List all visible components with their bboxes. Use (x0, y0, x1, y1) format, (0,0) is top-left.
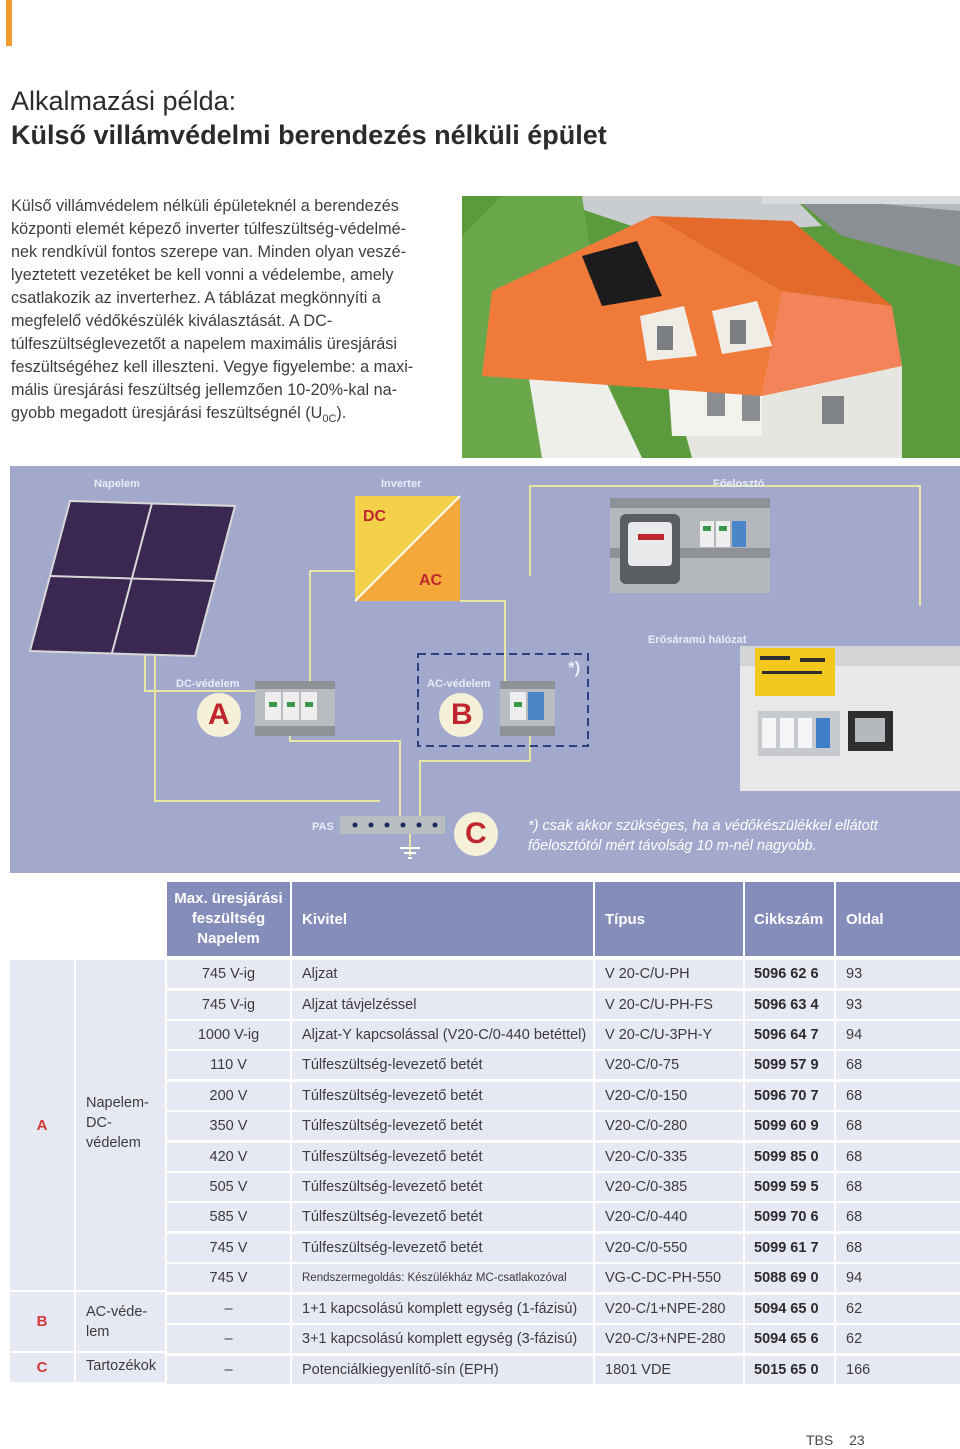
cell-kivitel: Túlfeszültség-levezető betét (292, 1234, 593, 1262)
group-name-c (76, 1353, 165, 1382)
group-letter-c: C (10, 1353, 74, 1382)
footnote-line: *) csak akkor szükséges, ha a védőkészülékkel ellátott (528, 818, 878, 834)
cell-kivitel: Túlfeszültség-levezető betét (292, 1173, 593, 1201)
cell-cikkszam: 5099 57 9 (745, 1051, 834, 1079)
page-title-prefix: Alkalmazási példa: (11, 86, 237, 116)
cell-tipus: V 20-C/U-PH-FS (595, 991, 743, 1019)
cell-tipus: V20-C/0-150 (595, 1082, 743, 1110)
cell-kivitel: Potenciálkiegyenlítő-sín (EPH) (292, 1356, 593, 1384)
cell-oldal: 68 (836, 1173, 960, 1201)
intro-end: ). (336, 404, 347, 422)
cell-kivitel: Túlfeszültség-levezető betét (292, 1112, 593, 1140)
cell-cikkszam: 5099 60 9 (745, 1112, 834, 1140)
letter-c: C (465, 817, 487, 850)
intro-line: gyobb megadott üresjárási feszültségnél (U (11, 404, 323, 422)
cell-oldal: 94 (836, 1021, 960, 1049)
cell-oldal: 68 (836, 1112, 960, 1140)
label-ac-vedelem: AC-védelem (427, 678, 491, 690)
cell-voltage: 350 V (167, 1112, 290, 1140)
cell-tipus: V20-C/0-75 (595, 1051, 743, 1079)
cell-kivitel: Túlfeszültség-levezető betét (292, 1082, 593, 1110)
footnote-line: főelosztótól mért távolság 10 m-nél nagyobb. (528, 838, 817, 854)
page-footer (806, 1432, 877, 1448)
header-voltage-line: feszültség (191, 910, 266, 927)
cell-kivitel: Aljzat-Y kapcsolással (V20-C/0-440 betéttel) (292, 1021, 593, 1049)
label-dc: DC (363, 508, 387, 525)
cell-tipus: V20-C/1+NPE-280 (595, 1295, 743, 1323)
cell-oldal: 94 (836, 1264, 960, 1292)
cell-kivitel: Rendszermegoldás: Készülékház MC-csatlakozóval (292, 1264, 593, 1292)
cell-cikkszam: 5099 70 6 (745, 1203, 834, 1231)
group-name-line: lem (86, 1324, 110, 1340)
group-letter-b: B (10, 1292, 74, 1351)
cell-cikkszam: 5096 63 4 (745, 991, 834, 1019)
cell-tipus: V20-C/0-550 (595, 1234, 743, 1262)
system-diagram (10, 466, 960, 873)
header-voltage-line: Max. üresjárási (174, 890, 283, 907)
cell-kivitel: 3+1 kapcsolású komplett egység (3-fázisú) (292, 1325, 593, 1353)
intro-line: megfelelő védőkészülék kiválasztását. A DC- (11, 312, 333, 330)
cell-oldal: 68 (836, 1203, 960, 1231)
header-oldal: Oldal (836, 882, 960, 956)
group-name-line: AC-véde- (86, 1304, 148, 1320)
cell-oldal: 166 (836, 1356, 960, 1384)
cell-cikkszam: 5099 59 5 (745, 1173, 834, 1201)
cell-oldal: 62 (836, 1295, 960, 1323)
cell-kivitel: Túlfeszültség-levezető betét (292, 1203, 593, 1231)
cell-tipus: V 20-C/U-PH (595, 960, 743, 988)
page-number: 23 (849, 1432, 865, 1448)
label-pas: PAS (312, 821, 334, 833)
label-inverter: Inverter (381, 478, 422, 490)
cell-voltage: 745 V-ig (167, 960, 290, 988)
label-napelem: Napelem (94, 478, 140, 490)
intro-paragraph (11, 195, 429, 431)
group-name-line: Tartozékok (86, 1358, 157, 1374)
group-name-line: védelem (86, 1135, 141, 1151)
cell-voltage: – (167, 1325, 290, 1353)
cell-cikkszam: 5096 70 7 (745, 1082, 834, 1110)
header-cikkszam: Cikkszám (745, 882, 834, 956)
cell-voltage: – (167, 1295, 290, 1323)
cell-voltage: 420 V (167, 1143, 290, 1171)
letter-b: B (451, 698, 473, 731)
cell-tipus: VG-C-DC-PH-550 (595, 1264, 743, 1292)
cell-tipus: V20-C/0-335 (595, 1143, 743, 1171)
cell-cikkszam: 5094 65 6 (745, 1325, 834, 1353)
cell-cikkszam: 5099 85 0 (745, 1143, 834, 1171)
header-kivitel: Kivitel (292, 882, 593, 956)
cell-tipus: 1801 VDE (595, 1356, 743, 1384)
label-erosaramu: Erősáramú hálózat (648, 634, 747, 646)
cell-oldal: 93 (836, 991, 960, 1019)
cell-voltage: 110 V (167, 1051, 290, 1079)
cell-cikkszam: 5094 65 0 (745, 1295, 834, 1323)
group-letter-a: A (10, 960, 74, 1290)
footer-brand: TBS (806, 1432, 834, 1448)
cell-voltage: – (167, 1356, 290, 1384)
label-foeloszto: Főelosztó (713, 478, 765, 490)
cell-oldal: 68 (836, 1082, 960, 1110)
cell-oldal: 68 (836, 1234, 960, 1262)
group-name-line: Napelem- (86, 1095, 149, 1111)
intro-line: lyeztetett vezetéket be kell vonni a védelembe, amely (11, 266, 394, 284)
header-tipus: Típus (595, 882, 743, 956)
cell-cikkszam: 5099 61 7 (745, 1234, 834, 1262)
intro-line: feszültségéhez kell illeszteni. Vegye figyelembe: a maxi- (11, 358, 414, 376)
intro-line: csatlakozik az inverterhez. A táblázat megkönnyíti a (11, 289, 381, 307)
cell-cikkszam: 5096 62 6 (745, 960, 834, 988)
label-dc-vedelem: DC-védelem (176, 678, 240, 690)
cell-voltage: 745 V (167, 1264, 290, 1292)
cell-kivitel: Aljzat távjelzéssel (292, 991, 593, 1019)
cell-oldal: 62 (836, 1325, 960, 1353)
table-header (167, 882, 960, 956)
cell-kivitel: 1+1 kapcsolású komplett egység (1-fázisú) (292, 1295, 593, 1323)
intro-line: túlfeszültséglevezetőt a napelem maximális üresjárási (11, 335, 397, 353)
cell-cikkszam: 5096 64 7 (745, 1021, 834, 1049)
cell-kivitel: Túlfeszültség-levezető betét (292, 1143, 593, 1171)
cell-voltage: 200 V (167, 1082, 290, 1110)
label-footnote-star: *) (568, 658, 581, 677)
intro-subscript: 0C (322, 413, 337, 426)
cell-tipus: V 20-C/U-3PH-Y (595, 1021, 743, 1049)
intro-line: nek rendkívül fontos szerepe van. Minden olyan veszé- (11, 243, 407, 261)
group-name-b (76, 1292, 165, 1351)
diagram-graphics (10, 466, 960, 873)
cell-kivitel: Aljzat (292, 960, 593, 988)
house-illustration (462, 196, 960, 458)
page-title: Külső villámvédelmi berendezés nélküli épület (11, 120, 607, 150)
intro-line: központi elemét képező inverter túlfeszültség-védelmé- (11, 220, 406, 238)
cell-voltage: 1000 V-ig (167, 1021, 290, 1049)
cell-cikkszam: 5088 69 0 (745, 1264, 834, 1292)
cell-tipus: V20-C/0-280 (595, 1112, 743, 1140)
cell-voltage: 745 V-ig (167, 991, 290, 1019)
cell-voltage: 505 V (167, 1173, 290, 1201)
header-voltage (167, 882, 290, 956)
cell-tipus: V20-C/0-440 (595, 1203, 743, 1231)
intro-line-last (11, 402, 429, 431)
intro-line: mális üresjárási feszültség jellemzően 10-20%-kal na- (11, 381, 397, 399)
group-name-line: DC- (86, 1115, 112, 1131)
cell-tipus: V20-C/3+NPE-280 (595, 1325, 743, 1353)
cell-oldal: 68 (836, 1143, 960, 1171)
cell-tipus: V20-C/0-385 (595, 1173, 743, 1201)
intro-line: Külső villámvédelem nélküli épületeknél a berendezés (11, 197, 399, 215)
label-ac: AC (419, 572, 443, 589)
letter-a: A (208, 698, 230, 731)
cell-voltage: 585 V (167, 1203, 290, 1231)
cell-kivitel: Túlfeszültség-levezető betét (292, 1051, 593, 1079)
accent-bar (6, 0, 12, 46)
footnote (528, 816, 928, 856)
group-name-a (76, 960, 165, 1290)
header-voltage-line: Napelem (197, 930, 260, 947)
cell-oldal: 93 (836, 960, 960, 988)
cell-oldal: 68 (836, 1051, 960, 1079)
product-table (10, 960, 960, 1382)
cell-voltage: 745 V (167, 1234, 290, 1262)
cell-cikkszam: 5015 65 0 (745, 1356, 834, 1384)
